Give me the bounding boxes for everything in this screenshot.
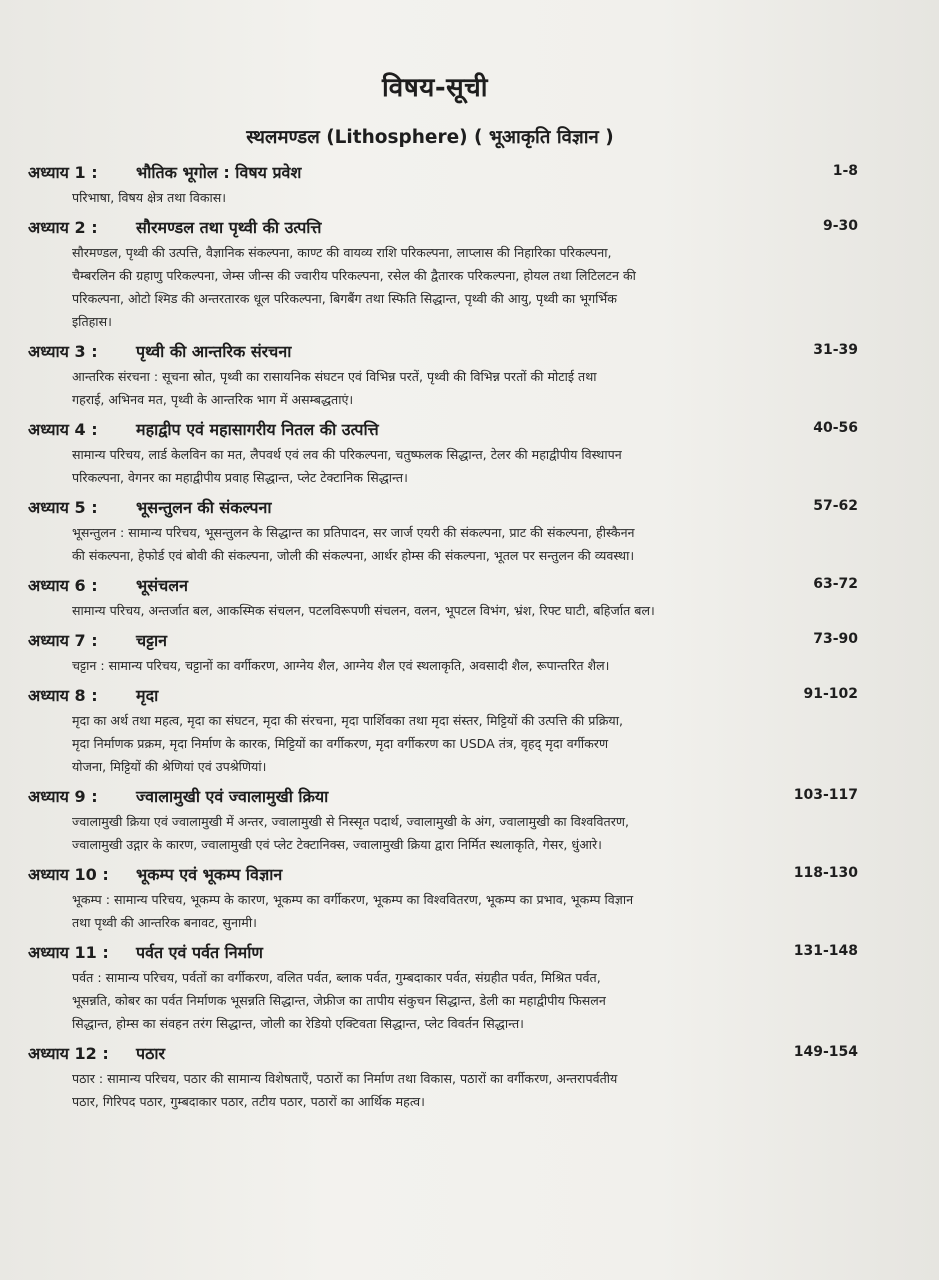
chapter-pages: 91-102 (803, 686, 858, 702)
chapter-entry (28, 495, 858, 567)
topic-line: मृदा निर्माणक प्रक्रम, मृदा निर्माण के कारक, मिट्टियों का वर्गीकरण, मृदा वर्गीकरण का USDA तंत्र, वृहद् मृदा वर्गीकरण (72, 736, 609, 751)
chapter-title: भूसंचलन (136, 576, 188, 595)
chapter-heading (28, 339, 858, 365)
chapter-number: अध्याय 3 : (28, 342, 98, 361)
chapter-title: ज्वालामुखी एवं ज्वालामुखी क्रिया (136, 787, 329, 806)
chapter-title: पठार (136, 1044, 166, 1063)
chapter-number: अध्याय 12 : (28, 1044, 109, 1063)
chapter-number: अध्याय 4 : (28, 420, 98, 439)
chapter-title: सौरमण्डल तथा पृथ्वी की उत्पत्ति (136, 218, 322, 237)
chapter-heading (28, 862, 858, 888)
topic-line: सिद्धान्त, होम्स का संवहन तरंग सिद्धान्त, जोली का रेडियो एक्टिवता सिद्धान्त, प्लेट विवर्तन सिद्धान्त। (72, 1016, 524, 1031)
chapter-number: अध्याय 11 : (28, 943, 109, 962)
chapter-title: भूसन्तुलन की संकल्पना (136, 498, 272, 517)
topic-line: इतिहास। (72, 314, 112, 329)
chapter-heading (28, 784, 858, 810)
topic-line: चट्टान : सामान्य परिचय, चट्टानों का वर्गीकरण, आग्नेय शैल, आग्नेय शैल एवं स्थलाकृति, अवसादी शैल, रूपान्तरित शैल। (72, 658, 610, 673)
chapter-topics (72, 810, 858, 856)
chapter-entry (28, 784, 858, 856)
chapter-heading (28, 683, 858, 709)
chapter-pages: 118-130 (793, 865, 858, 881)
chapter-topics (72, 599, 858, 622)
chapter-entry (28, 940, 858, 1035)
chapter-pages: 31-39 (813, 342, 858, 358)
chapter-number: अध्याय 2 : (28, 218, 98, 237)
topic-line: भूकम्प : सामान्य परिचय, भूकम्प के कारण, भूकम्प का वर्गीकरण, भूकम्प का विश्ववितरण, भूकम्प का प्रभाव, भूकम्प विज्ञान (72, 892, 634, 907)
topic-line: पर्वत : सामान्य परिचय, पर्वतों का वर्गीकरण, वलित पर्वत, ब्लाक पर्वत, गुम्बदाकार पर्वत, संग्रहीत पर्वत, मिश्रित पर्वत, (72, 970, 601, 985)
chapter-pages: 149-154 (793, 1044, 858, 1060)
topic-line: मृदा का अर्थ तथा महत्व, मृदा का संघटन, मृदा की संरचना, मृदा पार्शिवका तथा मृदा संस्तर, मिट्टियों की उत्पत्ति की प्रक्रिया, (72, 713, 623, 728)
chapter-title: चट्टान (136, 631, 168, 650)
chapter-pages: 1-8 (832, 163, 858, 179)
chapter-entry (28, 628, 858, 677)
chapter-number: अध्याय 6 : (28, 576, 98, 595)
chapter-number: अध्याय 5 : (28, 498, 98, 517)
chapter-topics (72, 365, 858, 411)
topic-line: पठार : सामान्य परिचय, पठार की सामान्य विशेषताएँ, पठारों का निर्माण तथा विकास, पठारों का वर्गीकरण, अन्तरापर्वतीय (72, 1071, 618, 1086)
chapter-pages: 40-56 (813, 420, 858, 436)
chapter-title: मृदा (136, 686, 159, 705)
chapter-entry (28, 160, 858, 209)
topic-line: पठार, गिरिपद पठार, गुम्बदाकार पठार, तटीय पठार, पठारों का आर्थिक महत्व। (72, 1094, 425, 1109)
chapter-topics (72, 709, 858, 778)
chapter-heading (28, 940, 858, 966)
topic-line: योजना, मिट्टियों की श्रेणियां एवं उपश्रेणियां। (72, 759, 267, 774)
chapter-pages: 103-117 (793, 787, 858, 803)
chapter-number: अध्याय 9 : (28, 787, 98, 806)
chapter-heading (28, 160, 858, 186)
chapter-topics (72, 1067, 858, 1113)
topic-line: सामान्य परिचय, लार्ड केलविन का मत, लैपवर्थ एवं लव की परिकल्पना, चतुष्फलक सिद्धान्त, टेलर की महाद्वीपीय विस्थापन (72, 447, 622, 462)
chapter-topics (72, 966, 858, 1035)
topic-line: सामान्य परिचय, अन्तर्जात बल, आकस्मिक संचलन, पटलविरूपणी संचलन, वलन, भूपटल विभंग, भ्रंश, रिफ्ट घाटी, बहिर्जात बल। (72, 603, 655, 618)
chapter-entry (28, 573, 858, 622)
topic-line: परिभाषा, विषय क्षेत्र तथा विकास। (72, 190, 227, 205)
chapter-topics (72, 443, 858, 489)
chapter-title: भूकम्प एवं भूकम्प विज्ञान (136, 865, 283, 884)
topic-line: सौरमण्डल, पृथ्वी की उत्पत्ति, वैज्ञानिक संकल्पना, काण्ट की वायव्य राशि परिकल्पना, लाप्लास की निहारिका परिकल्पना, (72, 245, 612, 260)
chapter-pages: 63-72 (813, 576, 858, 592)
chapter-topics (72, 521, 858, 567)
chapter-title: पृथ्वी की आन्तरिक संरचना (136, 342, 292, 361)
topic-line: भूसन्नति, कोबर का पर्वत निर्माणक भूसन्नति सिद्धान्त, जेफ्रीज का तापीय संकुचन सिद्धान्त, डेली का महाद्वीपीय फिसलन (72, 993, 606, 1008)
chapter-heading (28, 215, 858, 241)
chapter-pages: 131-148 (793, 943, 858, 959)
topic-line: भूसन्तुलन : सामान्य परिचय, भूसन्तुलन के सिद्धान्त का प्रतिपादन, सर जार्ज एयरी की संकल्पना, प्राट की संकल्पना, हीस्कैनन (72, 525, 635, 540)
chapter-entry (28, 1041, 858, 1113)
chapter-entry (28, 339, 858, 411)
chapter-heading (28, 573, 858, 599)
chapter-pages: 57-62 (813, 498, 858, 514)
chapter-title: पर्वत एवं पर्वत निर्माण (136, 943, 263, 962)
topic-line: ज्वालामुखी क्रिया एवं ज्वालामुखी में अन्तर, ज्वालामुखी से निस्सृत पदार्थ, ज्वालामुखी के अंग, ज्वालामुखी का विश्ववितरण, (72, 814, 629, 829)
chapter-heading (28, 1041, 858, 1067)
topic-line: परिकल्पना, वेगनर का महाद्वीपीय प्रवाह सिद्धान्त, प्लेट टेक्टानिक सिद्धान्त। (72, 470, 408, 485)
topic-line: परिकल्पना, ओटो श्मिड की अन्तरतारक धूल परिकल्पना, बिगबैंग तथा स्फिति सिद्धान्त, पृथ्वी की आयु, पृथ्वी का भूगर्भिक (72, 291, 617, 306)
chapter-number: अध्याय 1 : (28, 163, 98, 182)
chapter-title: महाद्वीप एवं महासागरीय नितल की उत्पत्ति (136, 420, 379, 439)
chapter-topics (72, 888, 858, 934)
chapter-entry (28, 683, 858, 778)
chapter-list (28, 160, 858, 1119)
chapter-number: अध्याय 7 : (28, 631, 98, 650)
topic-line: चैम्बरलिन की ग्रहाणु परिकल्पना, जेम्स जीन्स की ज्वारीय परिकल्पना, रसेल की द्वैतारक परिकल्पना, होयल तथा लिटिलटन की (72, 268, 636, 283)
section-subtitle: स्थलमण्डल (Lithosphere) ( भूआकृति विज्ञान ) (246, 127, 614, 148)
topic-line: तथा पृथ्वी की आन्तरिक बनावट, सुनामी। (72, 915, 257, 930)
topic-line: की संकल्पना, हेफोर्ड एवं बोवी की संकल्पना, जोली की संकल्पना, आर्थर होम्स की संकल्पना, भूतल पर सन्तुलन की व्यवस्था। (72, 548, 635, 563)
chapter-topics (72, 241, 858, 333)
chapter-entry (28, 862, 858, 934)
topic-line: गहराई, अभिनव मत, पृथ्वी के आन्तरिक भाग में असम्बद्धताएं। (72, 392, 354, 407)
chapter-entry (28, 215, 858, 333)
page-title: विषय-सूची (382, 73, 488, 103)
chapter-heading (28, 417, 858, 443)
chapter-pages: 9-30 (822, 218, 858, 234)
chapter-title: भौतिक भूगोल : विषय प्रवेश (136, 163, 302, 182)
chapter-number: अध्याय 10 : (28, 865, 109, 884)
chapter-pages: 73-90 (813, 631, 858, 647)
chapter-entry (28, 417, 858, 489)
chapter-heading (28, 628, 858, 654)
chapter-topics (72, 654, 858, 677)
chapter-number: अध्याय 8 : (28, 686, 98, 705)
chapter-heading (28, 495, 858, 521)
topic-line: आन्तरिक संरचना : सूचना स्रोत, पृथ्वी का रासायनिक संघटन एवं विभिन्न परतें, पृथ्वी की विभिन्न परतों की मोटाई तथा (72, 369, 597, 384)
chapter-topics (72, 186, 858, 209)
topic-line: ज्वालामुखी उद्गार के कारण, ज्वालामुखी एवं प्लेट टेक्टानिक्स, ज्वालामुखी क्रिया द्वारा निर्मित स्थलाकृति, गेसर, धुंआरे। (72, 837, 602, 852)
